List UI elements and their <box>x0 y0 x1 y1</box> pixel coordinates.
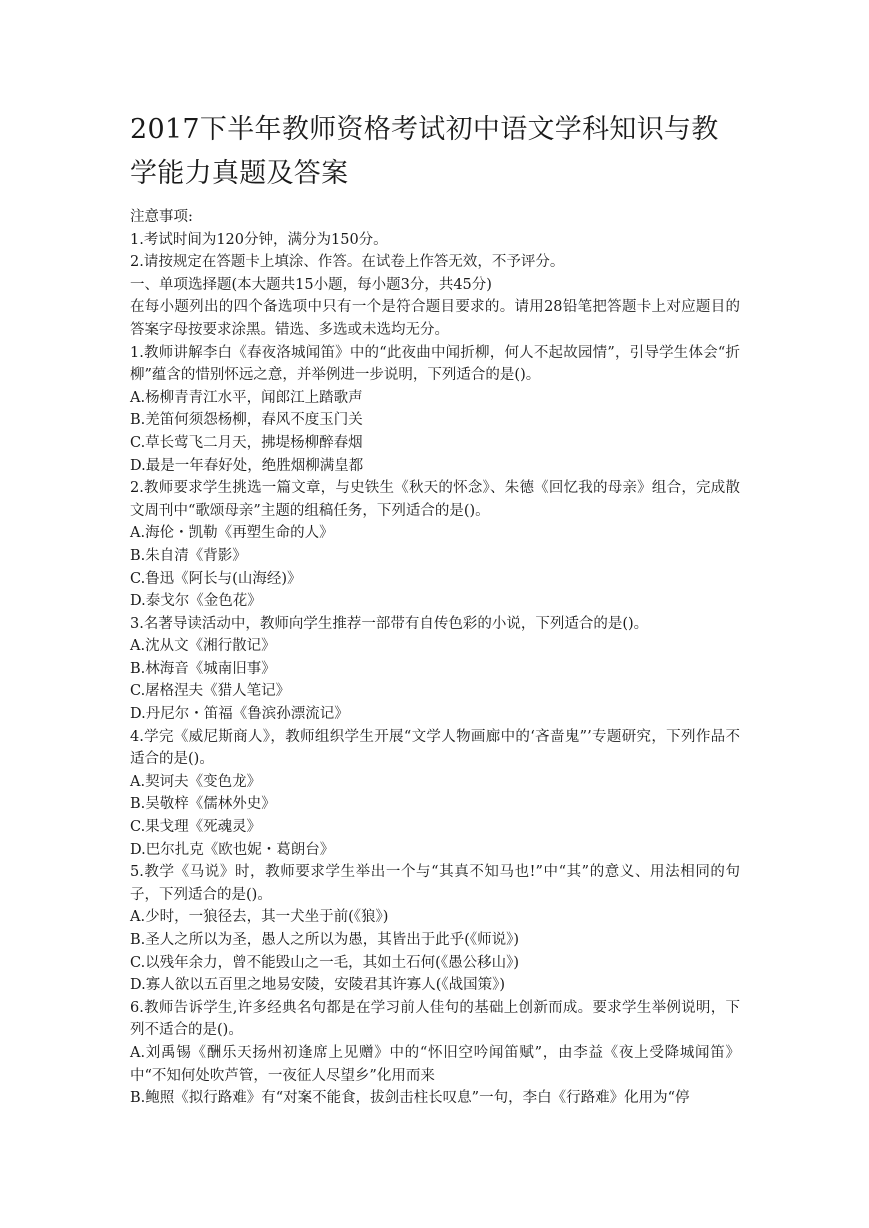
question-option: D.最是一年春好处，绝胜烟柳满皇都 <box>130 457 364 474</box>
question-option: B.朱自清《背影》 <box>130 547 247 564</box>
question-stem: 5.教学《马说》时，教师要求学生举出一个与“其真不知马也!”中“其”的意义、用法相同的句子，下列适合的是()。 <box>130 864 740 903</box>
question-option: D.泰戈尔《金色花》 <box>130 593 262 610</box>
document-title: 2017下半年教师资格考试初中语文学科知识与教学能力真题及答案 <box>130 114 719 189</box>
question-option: C.以残年余力，曾不能毁山之一毛，其如土石何(《愚公移山》) <box>130 954 519 971</box>
question-option: B.林海音《城南旧事》 <box>130 660 276 677</box>
question-option: A.契诃夫《变色龙》 <box>130 773 262 790</box>
question-option: D.寡人欲以五百里之地易安陵，安陵君其许寡人(《战国策》) <box>130 977 506 994</box>
section-heading: 一、单项选择题(本大题共15小题，每小题3分，共45分) <box>130 276 492 293</box>
notes-heading: 注意事项: <box>130 209 193 225</box>
section-instruction: 在每小题列出的四个备选项中只有一个是符合题目要求的。请用28铅笔把答题卡上对应题目的答案字母按要求涂黑。错选、多选或未选均无分。 <box>130 299 740 338</box>
question-stem: 3.名著导读活动中，教师向学生推荐一部带有自传色彩的小说，下列适合的是()。 <box>130 615 649 632</box>
document-page <box>130 108 740 1110</box>
question-option: C.草长莺飞二月天，拂堤杨柳醉春烟 <box>130 434 363 451</box>
question-option: A.海伦・凯勒《再塑生命的人》 <box>130 525 334 542</box>
question-stem: 6.教师告诉学生,许多经典名句都是在学习前人佳句的基础上创新而成。要求学生举例说明，下列不适合的是()。 <box>130 999 740 1039</box>
question-stem: 4.学完《威尼斯商人》，教师组织学生开展“文学人物画廊中的‘吝啬鬼”’专题研究，下列作品不适合的是()。 <box>130 728 740 768</box>
question-stem: 1.教师讲解李白《春夜洛城闻笛》中的“此夜曲中闻折柳，何人不起故园情”，引导学生体会“折柳”蕴含的惜别怀远之意，并举例进一步说明，下列适合的是()。 <box>130 344 740 384</box>
question-option: C.鲁迅《阿长与(山海经)》 <box>130 570 302 587</box>
question-option: A.少时，一狼径去，其一犬坐于前(《狼》) <box>130 909 389 926</box>
question-option: C.果戈理《死魂灵》 <box>130 819 262 836</box>
question-option: B.吴敬梓《儒林外史》 <box>130 796 276 813</box>
question-option: A.刘禹锡《酬乐天扬州初逢席上见赠》中的“怀旧空吟闻笛赋”，由李益《夜上受降城闻笛》中“不知何处吹芦管，一夜征人尽望乡”化用而来 <box>130 1044 740 1084</box>
question-option: A.杨柳青青江水平，闻郎江上踏歌声 <box>130 389 363 406</box>
question-option: D.丹尼尔・笛福《鲁滨孙漂流记》 <box>130 706 349 723</box>
note-item: 1.考试时间为120分钟，满分为150分。 <box>130 231 388 248</box>
question-option: C.屠格涅夫《猎人笔记》 <box>130 683 291 700</box>
question-option: B.羌笛何须怨杨柳，春风不度玉门关 <box>130 412 363 429</box>
question-stem: 2.教师要求学生挑选一篇文章，与史铁生《秋天的怀念》、朱德《回忆我的母亲》组合，完成散文周刊中“歌颂母亲”主题的组稿任务，下列适合的是()。 <box>130 480 740 519</box>
note-item: 2.请按规定在答题卡上填涂、作答。在试卷上作答无效，不予评分。 <box>130 254 565 271</box>
question-option: A.沈从文《湘行散记》 <box>130 638 276 655</box>
question-option: B.鲍照《拟行路难》有“对案不能食，拔剑击柱长叹息”一句，李白《行路难》化用为“停 <box>130 1090 690 1107</box>
question-option: D.巴尔扎克《欧也妮・葛朗台》 <box>130 841 335 858</box>
question-option: B.圣人之所以为圣，愚人之所以为愚，其皆出于此乎(《师说》) <box>130 932 520 948</box>
